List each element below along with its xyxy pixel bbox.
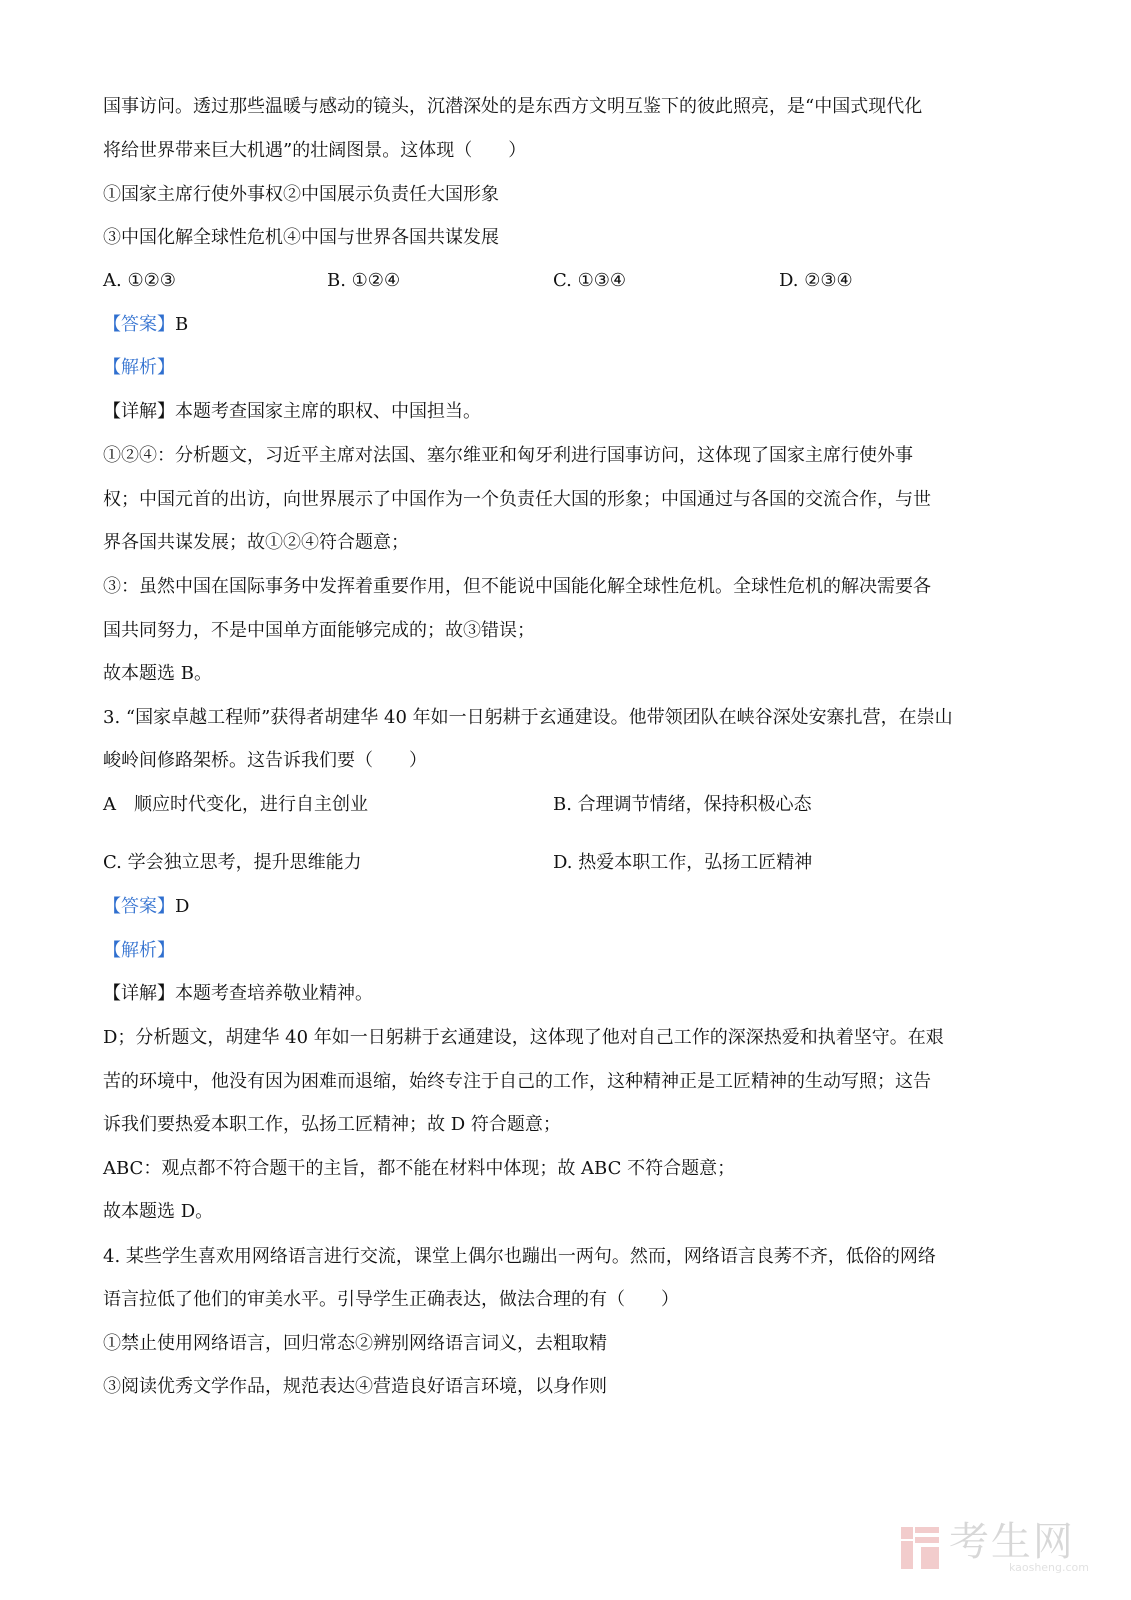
q2-explanation-line: 国共同努力，不是中国单方面能够完成的；故③错误；: [103, 620, 535, 641]
q2-answer: [103, 313, 188, 337]
q2-stem-line-2: 将给世界带来巨大机遇”的壮阔图景。这体现（ ）: [103, 140, 527, 161]
q2-conclusion: 故本题选 B。: [103, 663, 212, 684]
detail-text: 本题考查国家主席的职权、中国担当。: [175, 401, 481, 422]
watermark: [899, 1519, 1089, 1574]
q3-explanation-line: ABC：观点都不符合题干的主旨，都不能在材料中体现；故 ABC 不符合题意；: [103, 1158, 736, 1179]
q4-statement-1: ①禁止使用网络语言，回归常态②辨别网络语言词义，去粗取精: [103, 1333, 607, 1354]
detail-tag: 【详解】: [103, 983, 175, 1004]
q3-option-b: B. 合理调节情绪，保持积极心态: [553, 794, 812, 815]
kaosheng-logo-icon: [899, 1525, 941, 1571]
q3-explanation-line: 苦的环境中，他没有因为困难而退缩，始终专注于自己的工作，这种精神正是工匠精神的生动写照；这告: [103, 1071, 931, 1092]
q3-conclusion: 故本题选 D。: [103, 1201, 214, 1222]
q2-explanation-line: 界各国共谋发展；故①②④符合题意；: [103, 532, 409, 553]
q4-stem-line-1: 4. 某些学生喜欢用网络语言进行交流，课堂上偶尔也蹦出一两句。然而，网络语言良莠不齐，低俗的网络: [103, 1246, 936, 1267]
q3-answer: [103, 895, 189, 919]
q3-stem-line-2: 峻岭间修路架桥。这告诉我们要（ ）: [103, 750, 427, 771]
q2-statement-1: ①国家主席行使外事权②中国展示负责任大国形象: [103, 184, 499, 205]
q3-stem-line-1: 3. “国家卓越工程师”获得者胡建华 40 年如一日躬耕于玄通建设。他带领团队在峡谷深处安寨扎营，在崇山: [103, 707, 953, 728]
answer-value: D: [175, 896, 190, 917]
answer-tag: 【答案】: [103, 314, 175, 335]
detail-tag: 【详解】: [103, 401, 175, 422]
q2-explanation-line: ③：虽然中国在国际事务中发挥着重要作用，但不能说中国能化解全球性危机。全球性危机的解决需要各: [103, 576, 931, 597]
answer-value: B: [175, 314, 189, 335]
q2-option-c: C. ①③④: [553, 270, 626, 291]
q4-statement-2: ③阅读优秀文学作品，规范表达④营造良好语言环境，以身作则: [103, 1376, 607, 1397]
detail-text: 本题考查培养敬业精神。: [175, 983, 373, 1004]
answer-tag: 【答案】: [103, 896, 175, 917]
q3-option-a: A 顺应时代变化，进行自主创业: [103, 794, 368, 815]
q2-analysis-tag: 【解析】: [103, 357, 175, 378]
q2-option-d: D. ②③④: [779, 270, 853, 291]
q2-statement-2: ③中国化解全球性危机④中国与世界各国共谋发展: [103, 227, 499, 248]
q4-stem-line-2: 语言拉低了他们的审美水平。引导学生正确表达，做法合理的有（ ）: [103, 1289, 679, 1310]
q3-option-c: C. 学会独立思考，提升思维能力: [103, 852, 362, 873]
q2-detail: [103, 400, 481, 424]
q3-analysis-tag: 【解析】: [103, 940, 175, 961]
watermark-url: kaosheng.com: [1008, 1561, 1089, 1574]
q2-stem-line-1: 国事访问。透过那些温暖与感动的镜头，沉潜深处的是东西方文明互鉴下的彼此照亮，是“中国式现代化: [103, 96, 923, 117]
q3-option-d: D. 热爱本职工作，弘扬工匠精神: [553, 852, 813, 873]
watermark-text: 考生网: [948, 1519, 1075, 1565]
q2-option-a: A. ①②③: [103, 270, 176, 291]
q3-explanation-line: D；分析题文，胡建华 40 年如一日躬耕于玄通建设，这体现了他对自己工作的深深热爱和执着坚守。在艰: [103, 1027, 944, 1048]
q2-explanation-line: 权；中国元首的出访，向世界展示了中国作为一个负责任大国的形象；中国通过与各国的交流合作，与世: [103, 489, 931, 510]
q2-option-b: B. ①②④: [327, 270, 401, 291]
q2-explanation-line: ①②④：分析题文，习近平主席对法国、塞尔维亚和匈牙利进行国事访问，这体现了国家主席行使外事: [103, 445, 913, 466]
q3-detail: [103, 982, 373, 1006]
q3-explanation-line: 诉我们要热爱本职工作，弘扬工匠精神；故 D 符合题意；: [103, 1114, 561, 1135]
